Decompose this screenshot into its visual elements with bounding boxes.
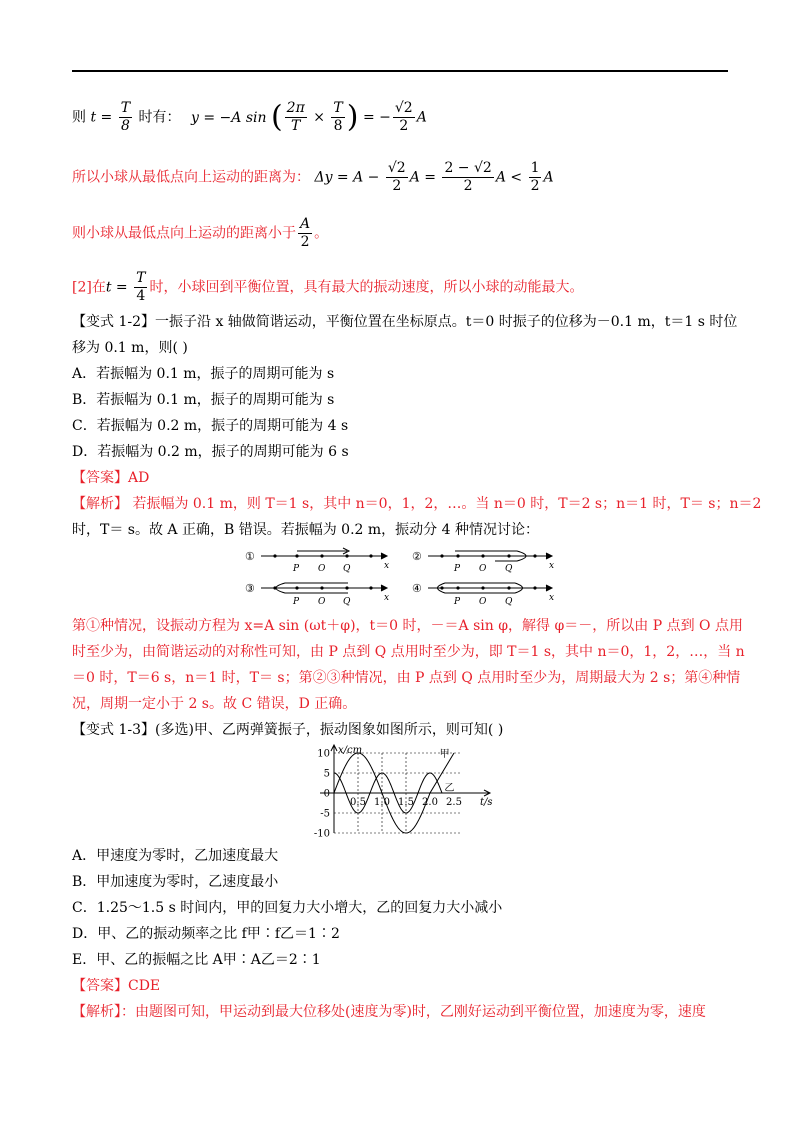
c2-q: Q: [505, 564, 513, 574]
eq3-frac: [298, 216, 312, 251]
q12-explain-3: ＝0 时，T＝6 s，n＝1 时，T＝ s；第②③种情况，由 P 点到 Q 点用时至少为，周期最大为 2 s；第④种情: [72, 670, 741, 686]
eq3-A: A: [300, 216, 311, 232]
eq2-root2: √2: [387, 160, 406, 176]
eq2-text: 所以小球从最低点向上运动的距离为：: [72, 169, 310, 186]
eq3-two: 2: [300, 234, 310, 250]
q13-analysis: [72, 1002, 706, 1022]
four-case-diagram: [245, 545, 565, 607]
q12-line1: 【变式 1-2】一振子沿 x 轴做简谐运动，平衡位置在坐标原点。t＝0 时振子的位移为－0.1 m，t＝1 s 时位: [72, 314, 738, 330]
c1-p: P: [293, 564, 300, 574]
c4-q: Q: [505, 597, 513, 607]
y-tick-label: 10: [317, 748, 330, 760]
c2-x: x: [549, 561, 555, 571]
eq1-lparen: (: [270, 99, 283, 135]
q13-answer: 【答案】CDE: [72, 978, 161, 994]
y-tick-label: -5: [320, 808, 330, 820]
eq1-frac-t: [119, 100, 132, 135]
x-tick-label: 0.5: [350, 797, 366, 808]
eq1-82: 8: [333, 118, 343, 134]
eq1-t: t: [90, 109, 97, 126]
q12-option-c: C．若振幅为 0.2 m，振子的周期可能为 4 s: [72, 418, 349, 434]
eq1-prefix: 则: [72, 109, 86, 126]
c1-o: O: [318, 564, 326, 574]
case2-label: ②: [412, 550, 422, 563]
q12-explain-1: 第①种情况，设振动方程为 x=A sin (ωt＋φ)，t＝0 时，－＝A sin φ，解得 φ＝－，所以由 P 点到 O 点用: [72, 618, 743, 634]
y-tick-label: -10: [313, 828, 330, 838]
header-rule: [72, 70, 728, 72]
eq2-two2: 2: [530, 178, 540, 194]
eq3-end: 。: [314, 225, 329, 242]
c3-o: O: [318, 597, 326, 607]
eq2-frac2: [442, 160, 493, 195]
eq2-lhs: Δy = A −: [314, 169, 384, 186]
series-jia-label: 甲: [439, 749, 450, 760]
eq1-2pi: 2π: [286, 100, 305, 116]
case1-label: ①: [245, 550, 255, 563]
eq1-frac-t8: [331, 100, 344, 135]
q13-option-d: D．甲、乙的振动频率之比 f甲∶f乙＝1∶2: [72, 926, 340, 942]
x-tick-label: 2.5: [446, 797, 462, 808]
eq1-lhs: y = −A sin: [190, 109, 267, 126]
eq1-frac-r2: [393, 100, 415, 135]
c4-o: O: [479, 597, 487, 607]
eq2-two: 2: [392, 178, 402, 194]
q12-explain-4: 况，周期一定小于 2 s。故 C 错误，D 正确。: [72, 696, 357, 712]
c4-x: x: [549, 593, 555, 603]
eq1-A: A: [416, 109, 427, 126]
equation-2: [72, 160, 554, 195]
q13-option-e: E．甲、乙的振幅之比 A甲∶A乙＝2∶1: [72, 952, 321, 968]
eq1-T2: T: [291, 118, 301, 134]
eq4-frac: [134, 270, 147, 305]
eq1-when: 时有：: [138, 109, 181, 126]
case4-label: ④: [412, 582, 422, 595]
eq4-t: t =: [105, 279, 133, 296]
eq1-frac-2pi: [285, 100, 307, 135]
eq1-T: T: [120, 100, 131, 116]
q12-analysis-2: 时，T＝ s。故 A 正确，B 错误。若振幅为 0.2 m，振动分 4 种情况讨论：: [72, 522, 539, 538]
q13-stem: 【变式 1-3】(多选)甲、乙两弹簧振子，振动图象如图所示，则可知( ): [72, 722, 504, 738]
eq1-rparen: ): [346, 99, 359, 135]
eq2-num2: 2 − √2: [444, 160, 492, 176]
x-tick-label: 1.5: [398, 797, 414, 808]
series-yi-label: 乙: [444, 783, 455, 794]
c2-p: P: [454, 564, 461, 574]
c3-x: x: [384, 593, 390, 603]
eq4-four: 4: [136, 288, 146, 304]
c1-x: x: [384, 561, 390, 571]
eq2-A: A: [543, 169, 554, 186]
eq4-label: [2]在: [72, 279, 106, 296]
q12-option-b: B．若振幅为 0.1 m，振子的周期可能为 s: [72, 392, 335, 408]
q12-analysis-1: [72, 494, 761, 514]
equation-3: [72, 216, 328, 251]
eq2-mid: A =: [409, 169, 441, 186]
c2-o: O: [479, 564, 487, 574]
eq1-T3: T: [333, 100, 343, 116]
x-tick-label: 1.0: [374, 797, 390, 808]
q12-answer: 【答案】AD: [72, 470, 150, 486]
vibration-chart: [300, 743, 510, 838]
eq2-den2: 2: [463, 178, 473, 194]
eq1-8: 8: [120, 118, 130, 134]
y-tick-label: 0: [323, 788, 330, 800]
eq3-text: 则小球从最低点向上运动的距离小于: [72, 225, 296, 242]
q13-option-c: C．1.25～1.5 s 时间内，甲的回复力大小增大，乙的回复力大小减小: [72, 900, 503, 916]
y-axis-label: x/cm: [338, 745, 363, 756]
c4-p: P: [454, 597, 461, 607]
eq1-eq: =: [96, 109, 117, 126]
eq2-mid2: A <: [495, 169, 527, 186]
x-tick-label: 2.0: [422, 797, 438, 808]
y-tick-label: 5: [323, 768, 330, 780]
c3-q: Q: [343, 597, 351, 607]
q12-line2: 移为 0.1 m，则( ): [72, 340, 188, 356]
c3-p: P: [293, 597, 300, 607]
eq4-T: T: [136, 270, 146, 286]
eq2-frac1: [386, 160, 408, 195]
q13-analysis-text: 【解析】：由题图可知，甲运动到最大位移处(速度为零)时，乙刚好运动到平衡位置，加速度为零，速度: [72, 1004, 706, 1020]
equation-1: [72, 100, 427, 135]
c1-q: Q: [343, 564, 351, 574]
case3-label: ③: [245, 582, 255, 595]
eq4-text: 时，小球回到平衡位置，具有最大的振动速度，所以小球的动能最大。: [149, 279, 584, 296]
q12-ana1-text: 【解析】 若振幅为 0.1 m，则 T＝1 s，其中 n＝0，1，2，…。当 n＝0 时，T＝2 s；n＝1 时，T＝ s；n＝2: [72, 496, 762, 512]
eq1-two: 2: [399, 118, 409, 134]
eq2-frac3: [529, 160, 542, 195]
eq1-root2: √2: [394, 100, 413, 116]
q12-option-d: D．若振幅为 0.2 m，振子的周期可能为 6 s: [72, 444, 349, 460]
q12-explain-2: 时至少为，由简谐运动的对称性可知，由 P 点到 Q 点用时至少为，即 T＝1 s，其中 n＝0，1，2，…，当 n: [72, 644, 745, 660]
q13-option-a: A．甲速度为零时，乙加速度最大: [72, 848, 279, 864]
equation-4: [72, 270, 583, 305]
eq1-rhs: = −: [362, 109, 391, 126]
q12-option-a: A．若振幅为 0.1 m，振子的周期可能为 s: [72, 366, 335, 382]
q13-option-b: B．甲加速度为零时，乙速度最小: [72, 874, 279, 890]
x-axis-label: t/s: [480, 797, 493, 808]
eq2-one: 1: [530, 160, 540, 176]
eq1-times: ×: [308, 109, 330, 126]
